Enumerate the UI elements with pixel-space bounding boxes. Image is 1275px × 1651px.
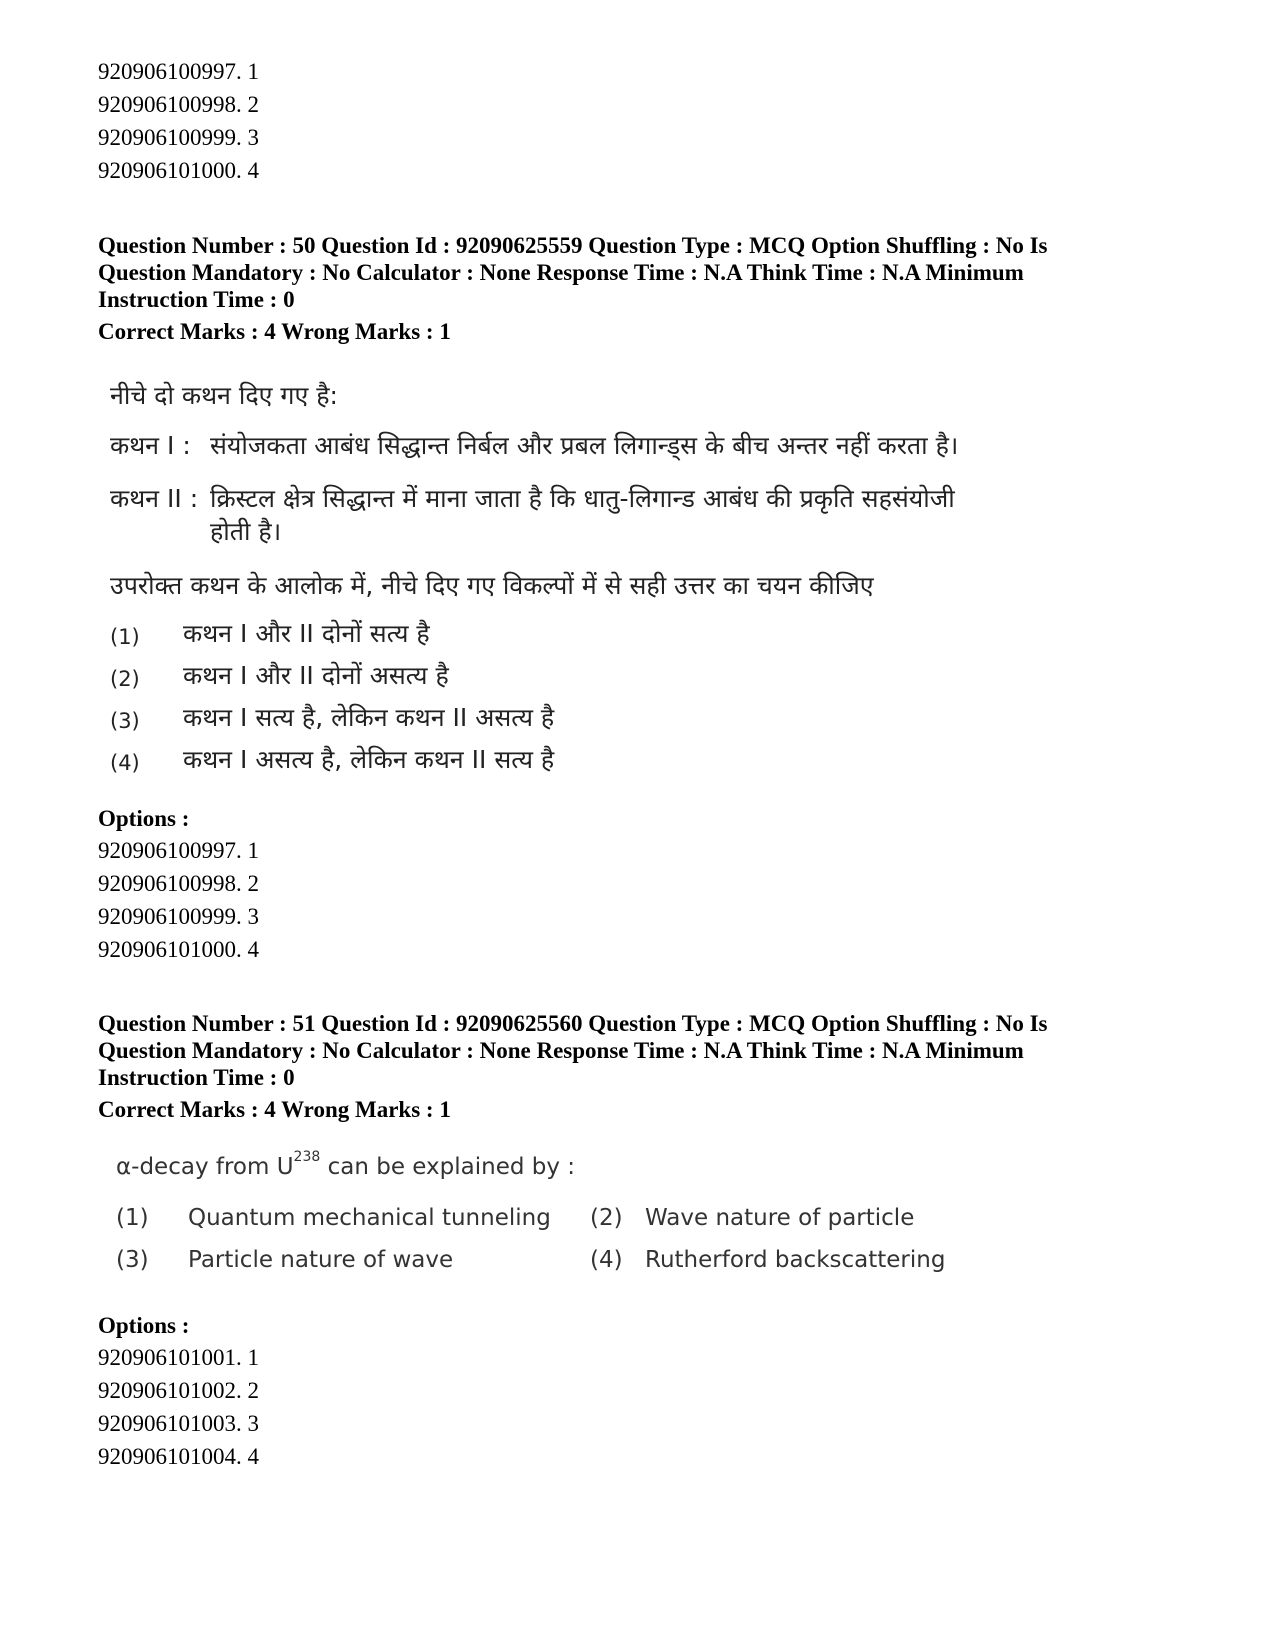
prev-option-4: 920906101000. 4	[98, 158, 259, 183]
q50-choice-1-number: (1)	[110, 625, 140, 649]
q50-header-line1: Question Number : 50 Question Id : 92090625559 Question Type : MCQ Option Shuffling : No Is	[98, 233, 1048, 258]
q51-marks: Correct Marks : 4 Wrong Marks : 1	[98, 1097, 451, 1122]
q50-option-3: 920906100999. 3	[98, 904, 259, 929]
q51-options-label: Options :	[98, 1313, 190, 1338]
q50-statement2-label: कथन II :	[110, 484, 199, 513]
prev-option-1: 920906100997. 1	[98, 59, 259, 84]
q50-statement1-text: संयोजकता आबंध सिद्धान्त निर्बल और प्रबल लिगान्ड्स के बीच अन्तर नहीं करता है।	[210, 431, 959, 460]
q50-header-line2: Question Mandatory : No Calculator : None Response Time : N.A Think Time : N.A Minimum	[98, 260, 1024, 285]
q50-options-label: Options :	[98, 806, 190, 831]
q50-marks: Correct Marks : 4 Wrong Marks : 1	[98, 319, 451, 344]
q50-option-2: 920906100998. 2	[98, 871, 259, 896]
q50-statement2-text-line2: होती है।	[210, 517, 282, 546]
q51-question-text	[116, 1149, 576, 1182]
q51-choice-1-number: (1)	[116, 1205, 149, 1231]
q50-choice-3-number: (3)	[110, 709, 140, 733]
q50-statement2-text-line1: क्रिस्टल क्षेत्र सिद्धान्त में माना जाता है कि धातु-लिगान्ड आबंध की प्रकृति सहसंयोजी	[210, 484, 955, 513]
q50-choice-4-text: कथन I असत्य है, लेकिन कथन II सत्य है	[183, 745, 555, 774]
q50-option-4: 920906101000. 4	[98, 937, 259, 962]
q50-header-line3: Instruction Time : 0	[98, 287, 295, 312]
q50-choice-3-text: कथन I सत्य है, लेकिन कथन II असत्य है	[183, 703, 555, 732]
q51-choice-1-text: Quantum mechanical tunneling	[188, 1205, 551, 1231]
q50-instruction: उपरोक्त कथन के आलोक में, नीचे दिए गए विकल्पों में से सही उत्तर का चयन कीजिए	[110, 571, 874, 600]
q51-choice-4-number: (4)	[590, 1247, 623, 1273]
q50-choice-2-text: कथन I और II दोनों असत्य है	[183, 661, 449, 690]
q50-option-1: 920906100997. 1	[98, 838, 259, 863]
q50-intro: नीचे दो कथन दिए गए है:	[110, 381, 338, 410]
q51-header-line2: Question Mandatory : No Calculator : None Response Time : N.A Think Time : N.A Minimum	[98, 1038, 1024, 1063]
q51-question-superscript: 238	[293, 1149, 321, 1166]
q51-choice-2-number: (2)	[590, 1205, 623, 1231]
q51-header-line3: Instruction Time : 0	[98, 1065, 295, 1090]
q51-choice-2-text: Wave nature of particle	[645, 1205, 915, 1231]
prev-option-3: 920906100999. 3	[98, 125, 259, 150]
q51-choice-3-text: Particle nature of wave	[188, 1247, 454, 1273]
q51-option-1: 920906101001. 1	[98, 1345, 259, 1370]
q51-choice-3-number: (3)	[116, 1247, 149, 1273]
prev-option-2: 920906100998. 2	[98, 92, 259, 117]
q51-question-pre: α-decay from U	[116, 1154, 294, 1180]
q50-choice-1-text: कथन I और II दोनों सत्य है	[183, 619, 430, 648]
q50-choice-2-number: (2)	[110, 667, 140, 691]
q51-option-3: 920906101003. 3	[98, 1411, 259, 1436]
q51-question-post: can be explained by :	[320, 1154, 576, 1180]
q51-option-4: 920906101004. 4	[98, 1444, 259, 1469]
q50-choice-4-number: (4)	[110, 751, 140, 775]
q51-choice-4-text: Rutherford backscattering	[645, 1247, 946, 1273]
q50-statement1-label: कथन I :	[110, 431, 191, 460]
q51-option-2: 920906101002. 2	[98, 1378, 259, 1403]
q51-header-line1: Question Number : 51 Question Id : 92090625560 Question Type : MCQ Option Shuffling : No Is	[98, 1011, 1048, 1036]
